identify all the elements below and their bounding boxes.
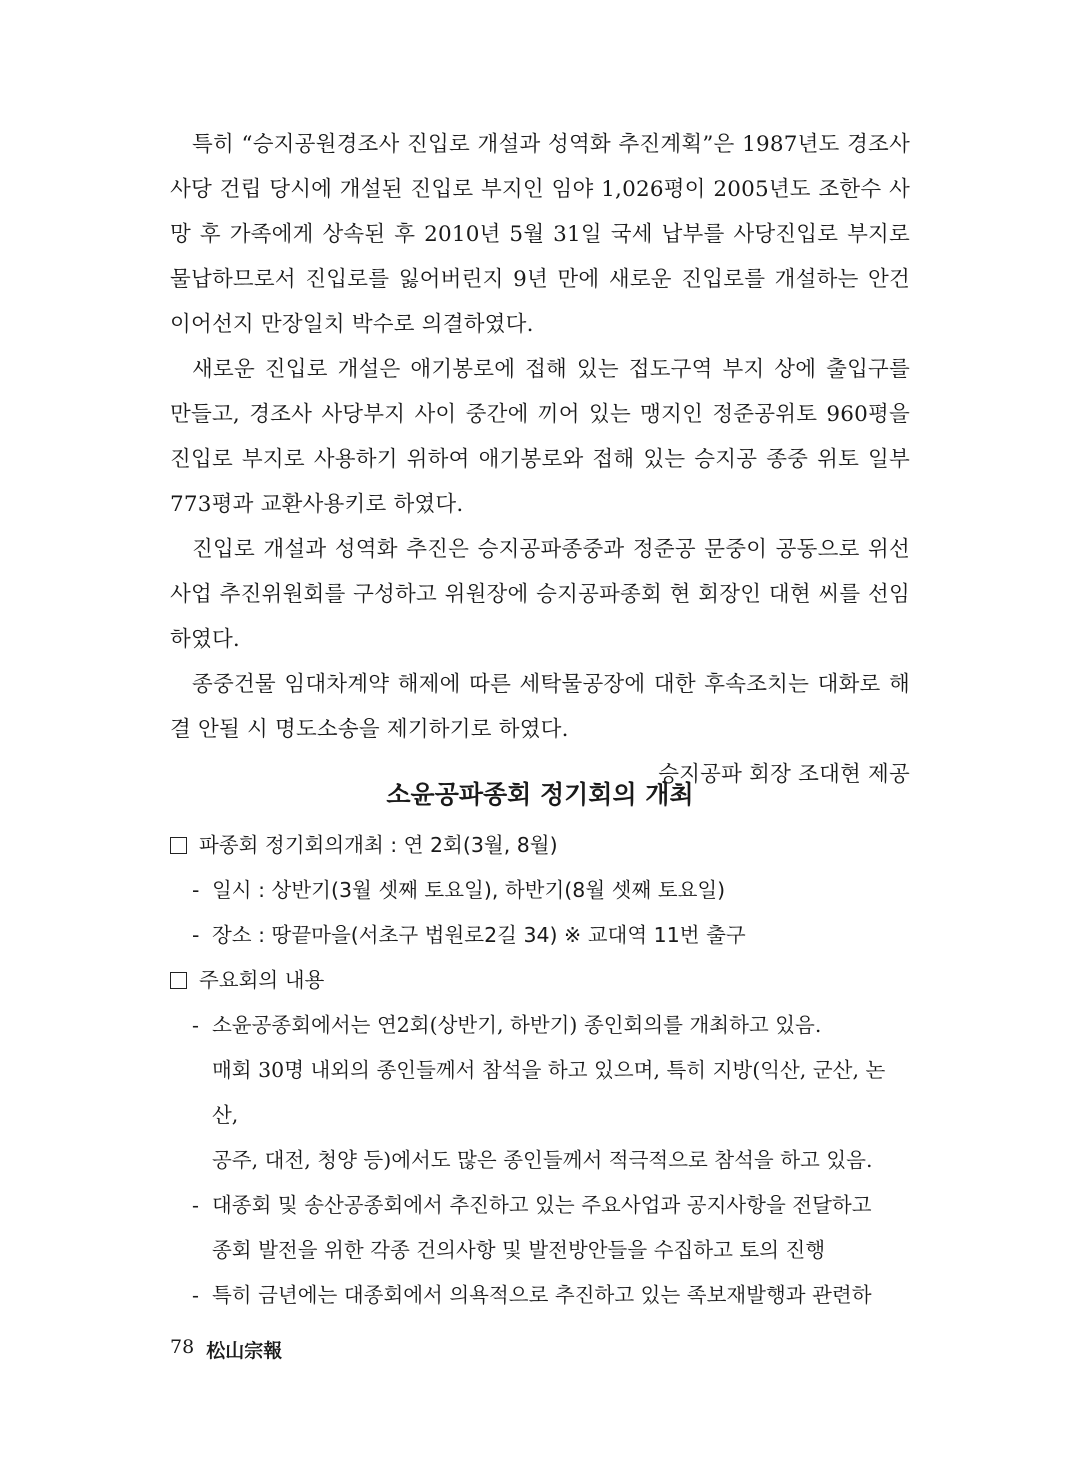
meeting-details xyxy=(170,1003,910,1318)
detail-1-line-2: 매회 30명 내외의 종인들께서 참석을 하고 있으며, 특히 지방(익산, 군산, 논산, xyxy=(212,1058,886,1127)
item-2-text: 장소 : 땅끝마을(서초구 법원로2길 34) ※ 교대역 11번 출구 xyxy=(212,923,746,947)
publication-name: 松山宗報 xyxy=(206,1340,283,1362)
dash-marker: - xyxy=(192,1013,199,1037)
detail-3-line-1: 특히 금년에는 대종회에서 의욕적으로 추진하고 있는 족보재발행과 관련하 xyxy=(212,1283,872,1307)
detail-1-line-3: 공주, 대전, 청양 등)에서도 많은 종인들께서 적극적으로 참석을 하고 있음. xyxy=(212,1148,873,1172)
section-body xyxy=(170,823,910,1318)
checkbox-icon xyxy=(170,837,187,854)
detail-1-line-1: 소윤공종회에서는 연2회(상반기, 하반기) 종인회의를 개최하고 있음. xyxy=(212,1013,822,1037)
dash-marker: - xyxy=(192,878,200,902)
list-item xyxy=(170,913,910,958)
article-body xyxy=(170,122,910,797)
dash-marker: - xyxy=(192,1283,199,1307)
list-item xyxy=(170,1183,910,1228)
credit-line: 승지공파 회장 조대현 제공 xyxy=(658,762,910,787)
list-item xyxy=(170,1273,910,1318)
heading-2-text: 주요회의 내용 xyxy=(199,968,325,992)
paragraph-4: 종중건물 임대차계약 해제에 따른 세탁물공장에 대한 후속조치는 대화로 해결 안될 시 명도소송을 제기하기로 하였다. xyxy=(170,672,910,742)
page-footer xyxy=(170,1336,282,1363)
detail-2-line-1: 대종회 및 송산공종회에서 추진하고 있는 주요사업과 공지사항을 전달하고 xyxy=(212,1193,872,1217)
paragraph-3: 진입로 개설과 성역화 추진은 승지공파종중과 정준공 문중이 공동으로 위선사업 추진위원회를 구성하고 위원장에 승지공파종회 현 회장인 대현 씨를 선임하였다. xyxy=(170,537,910,652)
checkbox-icon xyxy=(170,972,187,989)
section-title: 소윤공파종회 정기회의 개최 xyxy=(386,780,694,809)
item-1-text: 일시 : 상반기(3월 셋째 토요일), 하반기(8월 셋째 토요일) xyxy=(212,878,726,902)
section-heading-2 xyxy=(170,958,910,1003)
paragraph-1: 특히 “승지공원경조사 진입로 개설과 성역화 추진계획”은 1987년도 경조사 사당 건립 당시에 개설된 진입로 부지인 임야 1,026평이 2005년도 조한수 사망 후 가족에게 상속된 후 2010년 5월 31일 국세 납부를 사당진입로 부지로 물납하므로서 진입로를 잃어버린지 9년 만에 새로운 진입로를 개설하는 안건이어선지 만장일치 박수로 의결하였다. xyxy=(170,132,910,337)
list-item xyxy=(170,868,910,913)
dash-marker: - xyxy=(192,1193,199,1217)
page-number: 78 xyxy=(170,1336,195,1358)
dash-marker: - xyxy=(192,923,200,947)
list-item xyxy=(170,1003,910,1048)
detail-2-line-2: 종회 발전을 위한 각종 건의사항 및 발전방안들을 수집하고 토의 진행 xyxy=(212,1238,826,1262)
paragraph-2: 새로운 진입로 개설은 애기봉로에 접해 있는 접도구역 부지 상에 출입구를 만들고, 경조사 사당부지 사이 중간에 끼어 있는 맹지인 정준공위토 960평을 진입로 부지로 사용하기 위하여 애기봉로와 접해 있는 승지공 종중 위토 일부 773평과 교환사용키로 하였다. xyxy=(170,357,910,517)
section-heading-1 xyxy=(170,823,910,868)
heading-1-text: 파종회 정기회의개최 : 연 2회(3월, 8월) xyxy=(199,833,558,857)
